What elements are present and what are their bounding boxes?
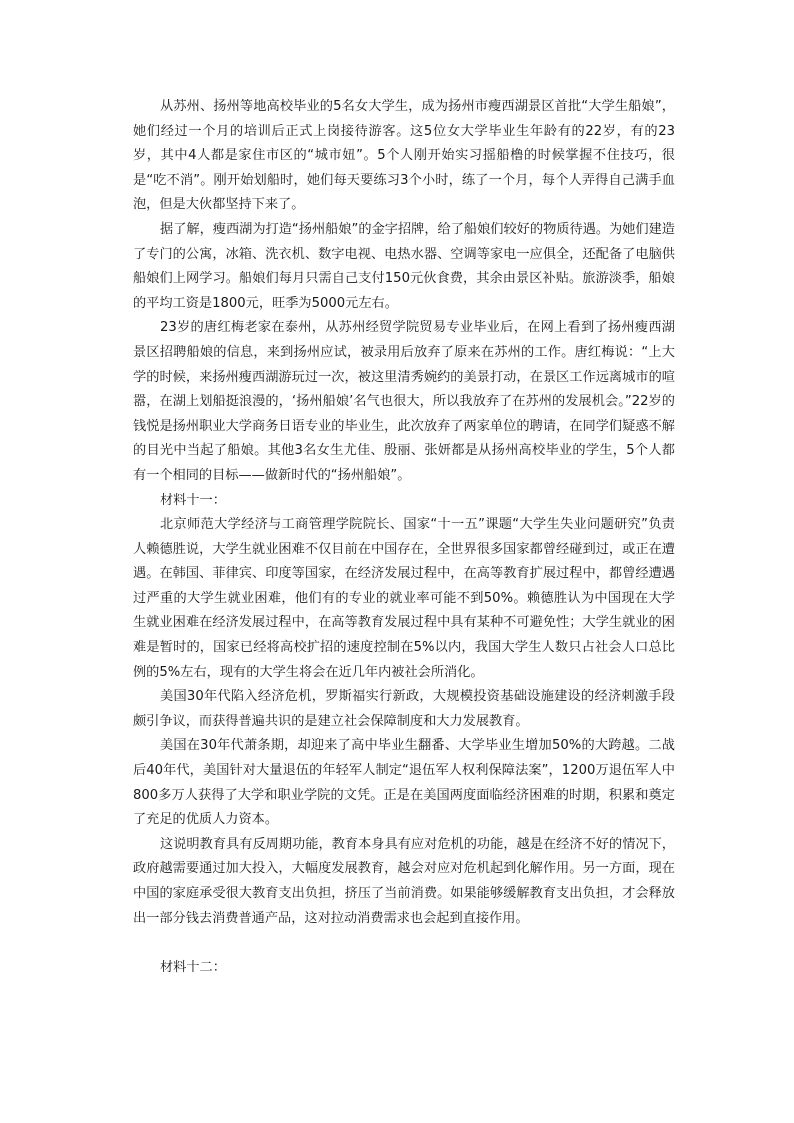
paragraph-tang-hongmei: 23岁的唐红梅老家在泰州，从苏州经贸学院贸易专业毕业后，在网上看到了扬州瘦西湖景区招聘船娘的信息，来到扬州应试，被录用后放弃了原来在苏州的工作。唐红梅说：“上大学的时候，来扬州瘦西湖游玩过一次，被这里清秀婉约的美景打动，在景区工作远离城市的喧嚣，在湖上划船挺浪漫的，‘扬州船娘’名气也很大，所以我放弃了在苏州的发展机会。”22岁的钱悦是扬州职业大学商务日语专业的毕业生，此次放弃了两家单位的聘请，在同学们疑惑不解的目光中当起了船娘。其他3名女生尤佳、殷丽、张妍都是从扬州高校毕业的学生，5个人都有一个相同的目标——做新时代的“扬州船娘”。 xyxy=(133,320,675,483)
paragraph-us-depression-education: 美国在30年代萧条期，却迎来了高中毕业生翻番、大学毕业生增加50%的大跨越。二战后40年代，美国针对大量退伍的年轻军人制定“退伍军人权利保障法案”，1200万退伍军人中800多万人获得了大学和职业学院的文凭。正是在美国两度面临经济困难的时期，积累和奠定了充足的优质人力资本。 xyxy=(133,738,675,828)
paragraph-us-new-deal: 美国30年代陷入经济危机，罗斯福实行新政，大规模投资基础设施建设的经济刺激手段颇引争议，而获得普遍共识的是建立社会保障制度和大力发展教育。 xyxy=(133,689,675,729)
paragraph-boat-women-benefits: 据了解，瘦西湖为打造“扬州船娘”的金字招牌，给了船娘们较好的物质待遇。为她们建造了专门的公寓，冰箱、洗衣机、数字电视、电热水器、空调等家电一应俱全，还配备了电脑供船娘们上网学习。船娘们每月只需自己支付150元伙食费，其余由景区补贴。旅游淡季，船娘的平均工资是1800元，旺季为5000元左右。 xyxy=(133,221,675,311)
paragraph-boat-women-intro: 从苏州、扬州等地高校毕业的5名女大学生，成为扬州市瘦西湖景区首批“大学生船娘”，她们经过一个月的培训后正式上岗接待游客。这5位女大学毕业生年龄有的22岁，有的23岁，其中4人都是家住市区的“城市妞”。5个人刚开始实习摇船橹的时候掌握不住技巧，很是“吃不消”。刚开始划船时，她们每天要练习3个小时，练了一个月，每个人弄得自己满手血泡，但是大伙都坚持下来了。 xyxy=(133,99,675,213)
paragraph-lai-desheng: 北京师范大学经济与工商管理学院院长、国家“十一五”课题“大学生失业问题研究”负责人赖德胜说，大学生就业困难不仅目前在中国存在，全世界很多国家都曾经碰到过，或正在遭遇。在韩国、菲律宾、印度等国家，在经济发展过程中，在高等教育扩展过程中，都曾经遭遇过严重的大学生就业困难，他们有的专业的就业率可能不到50%。赖德胜认为中国现在大学生就业困难在经济发展过程中，在高等教育发展过程中具有某种不可避免性；大学生就业的困难是暂时的，国家已经将高校扩招的速度控制在5%以内，我国大学生人数只占社会人口总比例的5%左右，现有的大学生将会在近几年内被社会所消化。 xyxy=(133,517,675,680)
section-heading-material-12: 材料十二： xyxy=(160,960,226,976)
paragraph-spacer xyxy=(133,931,675,956)
document-body xyxy=(133,95,675,981)
paragraph-education-countercyclical: 这说明教育具有反周期功能，教育本身具有应对危机的功能，越是在经济不好的情况下，政府越需要通过加大投入，大幅度发展教育，越会对应对危机起到化解作用。另一方面，现在中国的家庭承受很大教育支出负担，挤压了当前消费。如果能够缓解教育支出负担，才会释放出一部分钱去消费普通产品，这对拉动消费需求也会起到直接作用。 xyxy=(133,836,675,926)
section-heading-material-11: 材料十一： xyxy=(160,492,226,508)
